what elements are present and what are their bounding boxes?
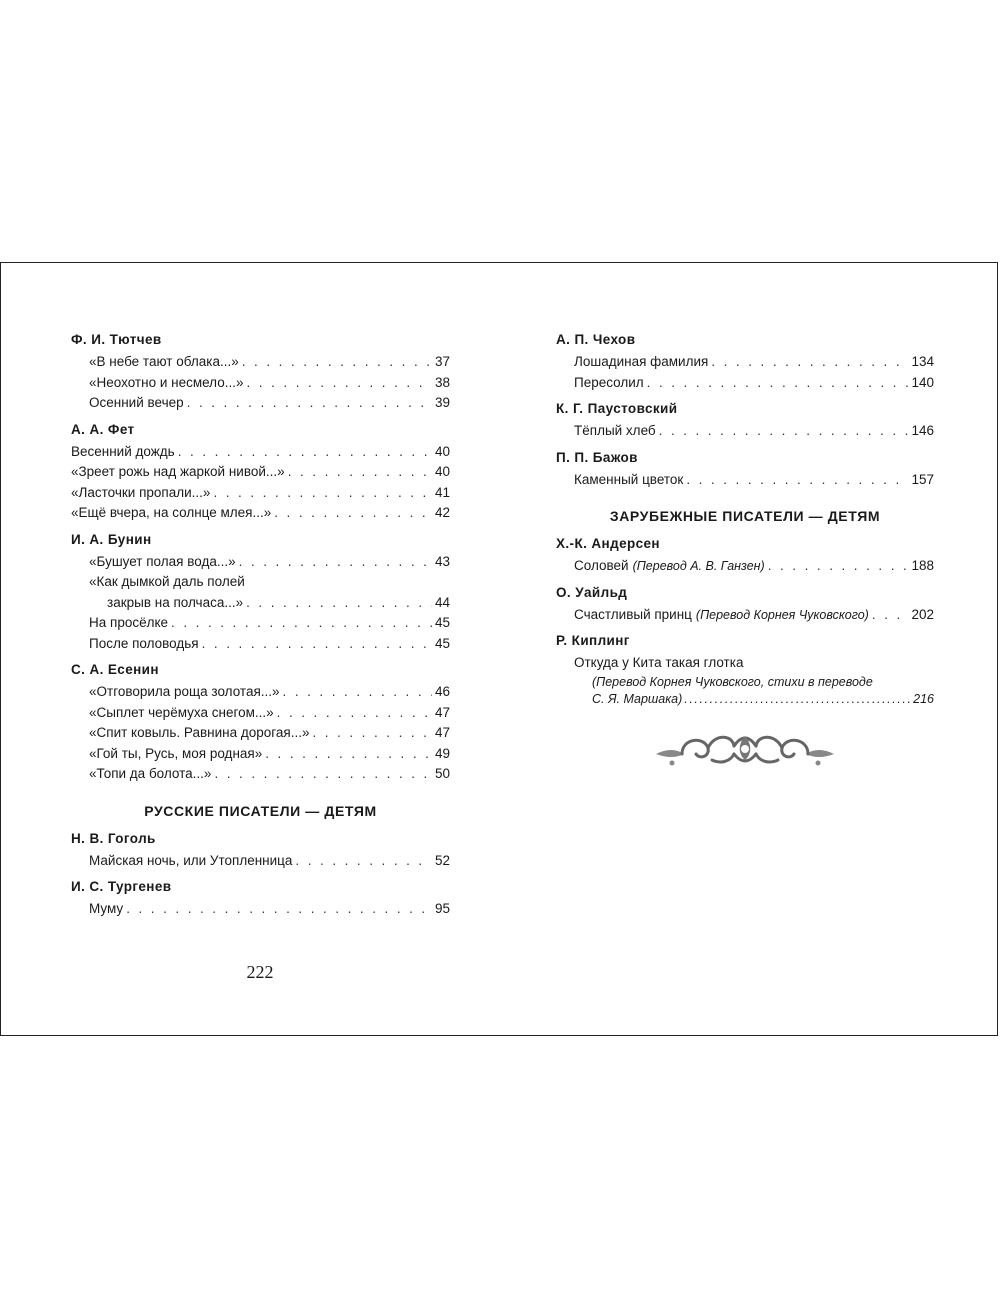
- toc-left-column: [71, 330, 450, 920]
- ornament-icon: [652, 724, 838, 772]
- author-heading: Н. В. Гоголь: [71, 830, 156, 846]
- author-heading: К. Г. Паустовский: [556, 401, 678, 416]
- toc-entry[interactable]: «Топи да болота...» . . . 50: [71, 764, 450, 785]
- toc-entry[interactable]: «Ещё вчера, на солнце млея...» . . . 42: [71, 503, 450, 524]
- author-heading: С. А. Есенин: [71, 662, 159, 677]
- toc-entry[interactable]: Тёплый хлеб . . . 146: [556, 421, 934, 442]
- toc-entry-first-line[interactable]: «Как дымкой даль полей: [89, 574, 245, 589]
- toc-entry[interactable]: закрыв на полчаса...» . . . 44: [71, 593, 450, 614]
- toc-entry[interactable]: Счастливый принц (Перевод Корнея Чуковского) . . . 202: [556, 605, 934, 626]
- author-heading: Р. Киплинг: [556, 633, 630, 648]
- toc-entry[interactable]: Муму . . . 95: [71, 899, 450, 920]
- section-heading: ЗАРУБЕЖНЫЕ ПИСАТЕЛИ — ДЕТЯМ: [609, 508, 881, 524]
- toc-entry[interactable]: «В небе тают облака...» . . . 37: [71, 352, 450, 373]
- toc-entry[interactable]: «Сыплет черёмуха снегом...» . . . 47: [71, 703, 450, 724]
- author-heading: А. А. Фет: [71, 421, 135, 437]
- author-heading: Ф. И. Тютчев: [71, 332, 162, 347]
- toc-entry[interactable]: «Ласточки пропали...» . . . 41: [71, 483, 450, 504]
- toc-entry[interactable]: Каменный цветок . . . 157: [556, 470, 934, 491]
- toc-entry[interactable]: Пересолил . . . 140: [556, 373, 934, 394]
- toc-entry[interactable]: «Неохотно и несмело...» . . . 38: [71, 373, 450, 394]
- toc-entry[interactable]: Весенний дождь . . . 40: [71, 442, 450, 463]
- toc-entry[interactable]: «Отговорила роща золотая...» . . . 46: [71, 682, 450, 703]
- author-heading: О. Уайльд: [556, 584, 628, 600]
- author-heading: А. П. Чехов: [556, 332, 636, 347]
- toc-right-column: [556, 330, 934, 708]
- toc-entry[interactable]: На просёлке . . . 45: [71, 613, 450, 634]
- toc-entry[interactable]: После половодья . . . 45: [71, 634, 450, 655]
- translation-note: (Перевод Корнея Чуковского, стихи в переводе: [592, 674, 873, 689]
- toc-entry[interactable]: Лошадиная фамилия . . . 134: [556, 352, 934, 373]
- toc-entry[interactable]: «Гой ты, Русь, моя родная» . . . 49: [71, 744, 450, 765]
- toc-entry-first-line[interactable]: Откуда у Кита такая глотка: [574, 655, 744, 670]
- toc-entry[interactable]: «Бушует полая вода...» . . . 43: [71, 552, 450, 573]
- page-number: 222: [246, 962, 274, 982]
- author-heading: И. А. Бунин: [71, 531, 152, 547]
- author-heading: П. П. Бажов: [556, 449, 638, 465]
- author-heading: Х.-К. Андерсен: [556, 536, 660, 551]
- toc-entry[interactable]: Соловей (Перевод А. В. Ганзен) . . . 188: [556, 556, 934, 577]
- toc-entry[interactable]: Осенний вечер . . . 39: [71, 393, 450, 414]
- author-heading: И. С. Тургенев: [71, 879, 172, 894]
- toc-entry[interactable]: «Спит ковыль. Равнина дорогая...» . . . 47: [71, 723, 450, 744]
- toc-entry[interactable]: «Зреет рожь над жаркой нивой...» . . . 40: [71, 462, 450, 483]
- toc-entry[interactable]: Майская ночь, или Утопленница . . . 52: [71, 851, 450, 872]
- toc-entry[interactable]: С. Я. Маршака) ..... 216: [556, 691, 934, 708]
- section-heading: РУССКИЕ ПИСАТЕЛИ — ДЕТЯМ: [144, 802, 377, 819]
